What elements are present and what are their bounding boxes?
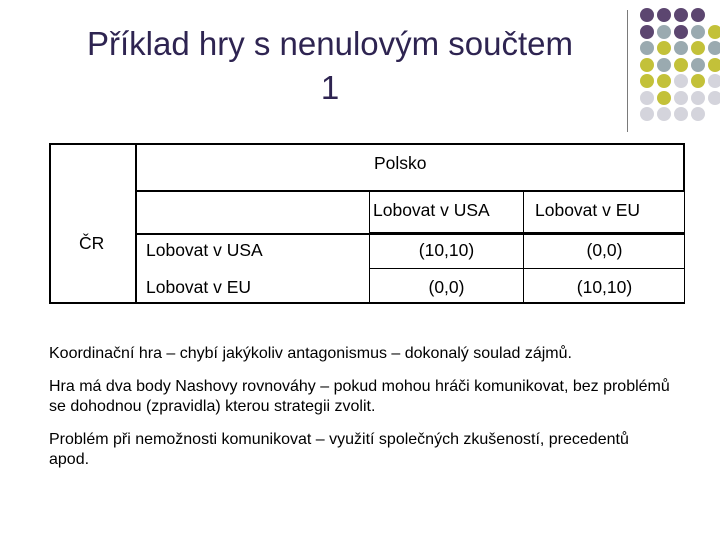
decorative-dot <box>691 107 705 121</box>
decorative-dot <box>691 58 705 72</box>
column-header-eu: Lobovat v EU <box>535 200 641 220</box>
table-border-right <box>683 143 685 191</box>
decorative-dot <box>674 91 688 105</box>
column-header-usa: Lobovat v USA <box>373 200 490 220</box>
decorative-dot <box>640 25 654 39</box>
decorative-dot <box>691 91 705 105</box>
payoff-usa-eu: (0,0) <box>586 240 623 260</box>
payoff-table <box>49 143 685 304</box>
decorative-dot <box>640 58 654 72</box>
decorative-dot <box>640 41 654 55</box>
decorative-dot <box>691 8 705 22</box>
table-border-top <box>49 143 685 145</box>
row-label-eu: Lobovat v EU <box>146 277 252 297</box>
slide-title-line-1: Příklad hry s nenulovým součtem <box>86 25 574 62</box>
decorative-dot <box>708 25 720 39</box>
decorative-dot <box>708 74 720 88</box>
decorative-dot <box>708 41 720 55</box>
decorative-dot <box>674 74 688 88</box>
decorative-dot <box>640 8 654 22</box>
row-player-label: ČR <box>79 233 105 253</box>
decorative-dot <box>674 107 688 121</box>
column-player-label: Polsko <box>374 153 427 173</box>
table-border-left <box>49 143 51 304</box>
table-divider-row-player <box>135 143 137 304</box>
payoff-eu-eu: (10,10) <box>576 277 633 297</box>
slide-title-line-2: 1 <box>320 69 340 106</box>
payoff-usa-usa: (10,10) <box>418 240 475 260</box>
decorative-dot <box>674 58 688 72</box>
decorative-dot <box>657 8 671 22</box>
row-label-usa: Lobovat v USA <box>146 240 263 260</box>
decorative-dot <box>674 41 688 55</box>
decorative-dot <box>691 74 705 88</box>
decorative-dot <box>640 74 654 88</box>
decorative-dot <box>657 91 671 105</box>
decorative-dot <box>674 25 688 39</box>
slide-title <box>20 22 640 110</box>
paragraph-coordination: Koordinační hra – chybí jakýkoliv antagonismus – dokonalý soulad zájmů. <box>49 345 572 362</box>
decorative-dot <box>691 25 705 39</box>
decorative-dot <box>708 58 720 72</box>
decorative-dot <box>657 74 671 88</box>
decorative-dot <box>657 107 671 121</box>
decorative-divider <box>627 10 628 132</box>
decorative-dot <box>674 8 688 22</box>
paragraph-nash-equilibria: Hra má dva body Nashovy rovnováhy – pokud mohou hráči komunikovat, bez problémů se dohodnou (zpravidla) kterou strategii zvolit. <box>49 378 670 415</box>
decorative-dot <box>691 41 705 55</box>
decorative-dot <box>657 58 671 72</box>
decorative-dot <box>657 25 671 39</box>
decorative-dot <box>708 91 720 105</box>
payoff-eu-usa: (0,0) <box>428 277 465 297</box>
paragraph-no-communication: Problém při nemožnosti komunikovat – využití společných zkušeností, precedentů apod. <box>49 431 629 468</box>
decorative-dot <box>657 41 671 55</box>
decorative-dot <box>640 91 654 105</box>
decorative-dot <box>640 107 654 121</box>
